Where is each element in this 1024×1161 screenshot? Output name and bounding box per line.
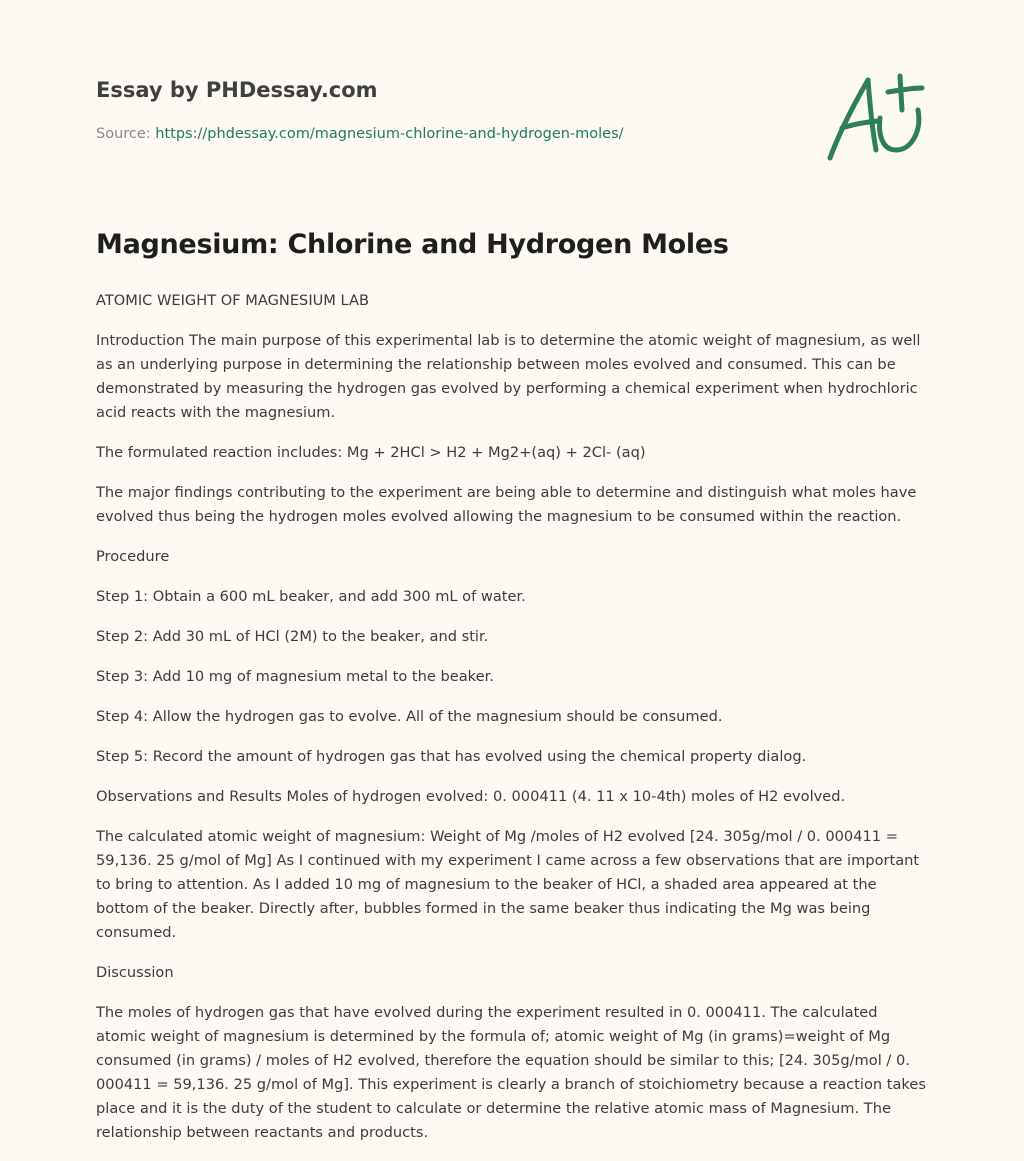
source-label: Source: xyxy=(96,126,151,142)
procedure-step: Step 2: Add 30 mL of HCl (2M) to the beaker, and stir. xyxy=(96,628,489,645)
article-paragraph: The calculated atomic weight of magnesium: Weight of Mg /moles of H2 evolved [24. 305g/mol / 0. 000411 = 59,136. 25 g/mol of Mg] As I continued with my experiment I came across a few observations that are important to bring to attention. As I added 10 mg of magnesium to the beaker of HCl, a shaded area appeared at the bottom of the beaker. Directly after, bubbles formed in the same beaker thus indicating the Mg was being consumed. xyxy=(96,828,920,941)
article-paragraph: The moles of hydrogen gas that have evolved during the experiment resulted in 0. 000411. The calculated atomic weight of magnesium is determined by the formula of; atomic weight of Mg (in grams)=weight of Mg consumed (in grams) / moles of H2 evolved, therefore the equation should be similar to this; [24. 305g/mol / 0. 000411 = 59,136. 25 g/mol of Mg]. This experiment is clearly a branch of stoichiometry because a reaction takes place and it is the duty of the student to calculate or determine the relative atomic mass of Magnesium. The relationship between reactants and products. xyxy=(96,1004,926,1141)
section-heading-discussion: Discussion xyxy=(96,964,174,981)
article-body xyxy=(96,226,932,1161)
procedure-step: Step 5: Record the amount of hydrogen gas that has evolved using the chemical property dialog. xyxy=(96,748,807,765)
page-header xyxy=(96,76,624,144)
a-plus-grade-icon xyxy=(820,66,930,166)
section-heading-procedure: Procedure xyxy=(96,548,170,565)
procedure-step: Step 4: Allow the hydrogen gas to evolve. All of the magnesium should be consumed. xyxy=(96,708,723,725)
article-paragraph: The major findings contributing to the experiment are being able to determine and distinguish what moles have evolved thus being the hydrogen moles evolved allowing the magnesium to be consumed within the reaction. xyxy=(96,484,917,525)
article-paragraph: Observations and Results Moles of hydrogen evolved: 0. 000411 (4. 11 x 10-4th) moles of H2 evolved. xyxy=(96,788,846,805)
article-paragraph: ATOMIC WEIGHT OF MAGNESIUM LAB xyxy=(96,292,369,309)
procedure-step: Step 1: Obtain a 600 mL beaker, and add 300 mL of water. xyxy=(96,588,526,605)
procedure-step: Step 3: Add 10 mg of magnesium metal to the beaker. xyxy=(96,668,494,685)
source-line xyxy=(96,124,624,144)
article-paragraph: The formulated reaction includes: Mg + 2HCl > H2 + Mg2+(aq) + 2Cl- (aq) xyxy=(96,444,646,461)
article-title: Magnesium: Chlorine and Hydrogen Moles xyxy=(96,229,729,260)
article-paragraph: Introduction The main purpose of this experimental lab is to determine the atomic weight of magnesium, as well as an underlying purpose in determining the relationship between moles evolved and consumed. This can be demonstrated by measuring the hydrogen gas evolved by performing a chemical experiment when hydrochloric acid reacts with the magnesium. xyxy=(96,332,921,421)
source-link[interactable]: https://phdessay.com/magnesium-chlorine-and-hydrogen-moles/ xyxy=(155,126,624,142)
site-brand: Essay by PHDessay.com xyxy=(96,78,378,102)
